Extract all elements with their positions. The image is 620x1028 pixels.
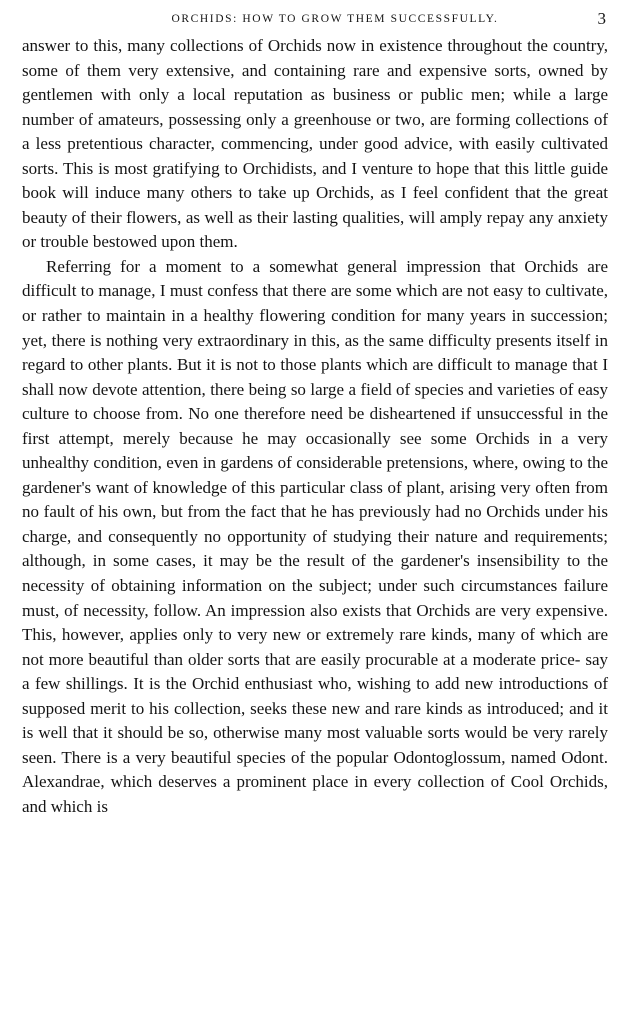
- paragraph-difficulty: Referring for a moment to a somewhat general impression that Orchids are difficult to manage, I must confess that there are some which are not easy to cultivate, or rather to maintain in a healthy flowering condition for many years in succession; yet, there is nothing very extraordinary in this, as the same difficulty presents itself in regard to other plants. But it is not to those plants which are difficult to manage that I shall now devote attention, there being so large a field of species and varieties of easy culture to choose from. No one therefore need be disheartened if unsuccessful in the first attempt, merely because he may occasionally see some Orchids in a very unhealthy condition, even in gardens of considerable pretensions, where, owing to the gardener's want of knowledge of this particular class of plant, arising very often from no fault of his own, but from the fact that he has previously had no Orchids under his charge, and consequently no opportunity of studying their nature and requirements; although, in some cases, it may be the result of the gardener's insensibility to the necessity of obtaining information on the subject; under such circumstances failure must, of necessity, follow. An impression also exists that Orchids are very expensive. This, however, applies only to very new or extremely rare kinds, many of which are not more beautiful than older sorts that are easily procurable at a moderate price- say a few shillings. It is the Orchid enthusiast who, wishing to add new introductions of supposed merit to his collection, seeks these new and rare kinds as introduced; and it is well that it should be so, otherwise many most valuable sorts would be very rarely seen. There is a very beautiful species of the popular Odontoglossum, named Odont. Alexandrae, which deserves a prominent place in every collection of Cool Orchids, and which is: [22, 256, 608, 816]
- body-text: [22, 34, 608, 820]
- running-head: [22, 8, 608, 30]
- paragraph-continued: answer to this, many collections of Orchids now in existence throughout the country, some of them very extensive, and containing rare and expensive sorts, owned by gentlemen with only a local reputation as business or public men; while a large number of amateurs, possessing only a greenhouse or two, are forming collections of a less pretentious character, commencing, under good advice, with easily cultivated sorts. This is most gratifying to Orchidists, and I venture to hope that this little guide book will induce many others to take up Orchids, as I feel confident that the great beauty of their flowers, as well as their lasting qualities, will amply repay any anxiety or trouble bestowed upon them.: [22, 36, 608, 252]
- page-number: 3: [597, 9, 606, 28]
- running-title: ORCHIDS: HOW TO GROW THEM SUCCESSFULLY.: [171, 13, 499, 25]
